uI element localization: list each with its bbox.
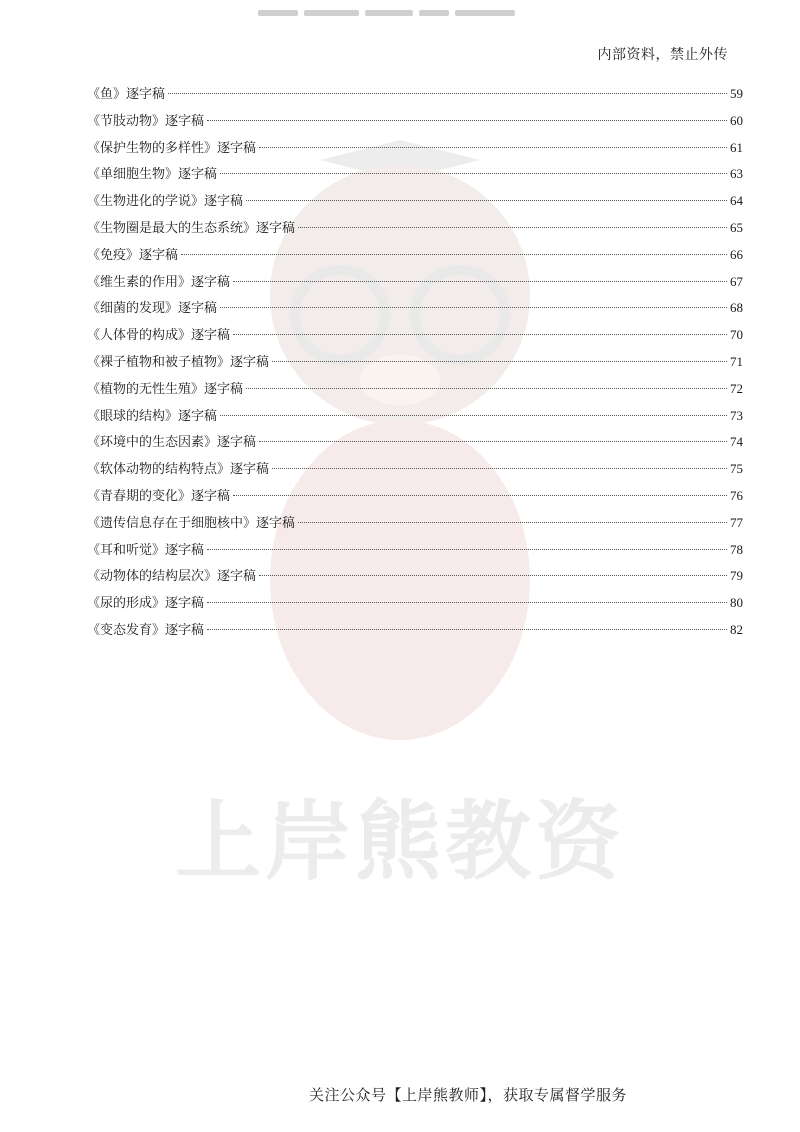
toc-entry-page-number: 59 <box>730 86 743 101</box>
confidential-note: 内部资料，禁止外传 <box>597 47 728 63</box>
toc-dot-leader <box>168 93 727 94</box>
toc-entry-title: 《尿的形成》逐字稿 <box>87 596 205 612</box>
toc-entry-title: 《人体骨的构成》逐字稿 <box>87 328 231 344</box>
toc-dot-leader <box>259 441 727 442</box>
toc-entry[interactable] <box>87 620 743 647</box>
toc-dot-leader <box>220 415 727 416</box>
toc-entry-title: 《免疫》逐字稿 <box>87 247 179 263</box>
toc-dot-leader <box>259 147 727 148</box>
toc-entry[interactable] <box>87 432 743 459</box>
toc-entry-title: 《眼球的结构》逐字稿 <box>87 408 218 424</box>
toc-entry-page-number: 82 <box>730 621 743 637</box>
toc-entry-page-number: 64 <box>730 193 743 209</box>
toc-entry-page-number: 60 <box>730 112 743 128</box>
toc-entry[interactable] <box>87 352 743 379</box>
toc-entry[interactable] <box>87 593 743 620</box>
toc-entry[interactable] <box>87 566 743 593</box>
toc-entry-title: 《节肢动物》逐字稿 <box>87 113 205 129</box>
brand-watermark-text: 上岸熊教资 <box>175 792 625 892</box>
toc-entry-page-number: 79 <box>730 568 743 584</box>
toc-dot-leader <box>298 522 727 523</box>
toc-dot-leader <box>207 120 727 121</box>
toc-entry-page-number: 73 <box>730 407 743 423</box>
toc-entry[interactable] <box>87 486 743 513</box>
toc-entry[interactable] <box>87 111 743 138</box>
toc-entry[interactable] <box>87 298 743 325</box>
toc-dot-leader <box>220 307 727 308</box>
toc-entry-title: 《植物的无性生殖》逐字稿 <box>87 381 244 397</box>
toc-entry-page-number: 75 <box>730 461 743 477</box>
toc-entry-page-number: 67 <box>730 273 743 289</box>
toc-dot-leader <box>272 361 727 362</box>
toc-entry[interactable] <box>87 379 743 406</box>
toc-dot-leader <box>220 173 727 174</box>
toc-entry[interactable] <box>87 325 743 352</box>
toc-entry-title: 《单细胞生物》逐字稿 <box>87 167 218 183</box>
toc-dot-leader <box>233 334 727 335</box>
toc-dot-leader <box>233 281 727 282</box>
toc-entry-title: 《维生素的作用》逐字稿 <box>87 274 231 290</box>
table-of-contents <box>87 84 743 647</box>
toc-entry-title: 《保护生物的多样性》逐字稿 <box>87 140 257 156</box>
toc-entry-title: 《鱼》逐字稿 <box>87 87 166 102</box>
footer-promo: 关注公众号【上岸熊教师】，获取专属督学服务 <box>308 1086 627 1104</box>
toc-entry[interactable] <box>87 540 743 567</box>
toc-dot-leader <box>272 468 727 469</box>
toc-entry-title: 《细菌的发现》逐字稿 <box>87 301 218 317</box>
toc-entry-page-number: 66 <box>730 246 743 262</box>
toc-entry-title: 《青春期的变化》逐字稿 <box>87 488 231 504</box>
toc-entry-title: 《动物体的结构层次》逐字稿 <box>87 569 257 585</box>
toc-dot-leader <box>259 575 727 576</box>
toc-entry-title: 《环境中的生态因素》逐字稿 <box>87 435 257 451</box>
toc-entry-title: 《变态发育》逐字稿 <box>87 622 205 638</box>
toc-entry-title: 《裸子植物和被子植物》逐字稿 <box>87 354 270 370</box>
toc-dot-leader <box>181 254 727 255</box>
toc-entry[interactable] <box>87 191 743 218</box>
toc-entry-page-number: 70 <box>730 327 743 343</box>
toc-dot-leader <box>246 200 727 201</box>
toc-entry[interactable] <box>87 459 743 486</box>
toc-entry-title: 《软体动物的结构特点》逐字稿 <box>87 462 270 478</box>
toc-entry-page-number: 63 <box>730 166 743 182</box>
toc-entry-page-number: 68 <box>730 300 743 316</box>
toc-entry-title: 《生物圈是最大的生态系统》逐字稿 <box>87 220 296 236</box>
toc-entry[interactable] <box>87 513 743 540</box>
toc-entry[interactable] <box>87 164 743 191</box>
toc-dot-leader <box>207 629 727 630</box>
toc-dot-leader <box>233 495 727 496</box>
toc-dot-leader <box>207 602 727 603</box>
toc-entry[interactable] <box>87 272 743 299</box>
toc-entry[interactable] <box>87 138 743 165</box>
toc-entry-page-number: 80 <box>730 595 743 611</box>
toc-entry-page-number: 71 <box>730 353 743 369</box>
toc-entry-title: 《遗传信息存在于细胞核中》逐字稿 <box>87 515 296 531</box>
toc-entry-page-number: 61 <box>730 139 743 155</box>
toc-entry-page-number: 77 <box>730 514 743 530</box>
toc-entry-title: 《生物进化的学说》逐字稿 <box>87 194 244 210</box>
toc-entry-title: 《耳和听觉》逐字稿 <box>87 542 205 558</box>
toc-dot-leader <box>207 549 727 550</box>
toc-entry[interactable] <box>87 218 743 245</box>
toc-entry[interactable] <box>87 245 743 272</box>
toc-entry[interactable] <box>87 406 743 433</box>
toc-entry[interactable] <box>87 84 743 111</box>
toc-dot-leader <box>298 227 727 228</box>
toc-entry-page-number: 74 <box>730 434 743 450</box>
toc-entry-page-number: 76 <box>730 487 743 503</box>
toc-entry-page-number: 78 <box>730 541 743 557</box>
toc-entry-page-number: 65 <box>730 219 743 235</box>
toc-dot-leader <box>246 388 727 389</box>
top-cropped-heading <box>258 10 548 20</box>
toc-entry-page-number: 72 <box>730 380 743 396</box>
